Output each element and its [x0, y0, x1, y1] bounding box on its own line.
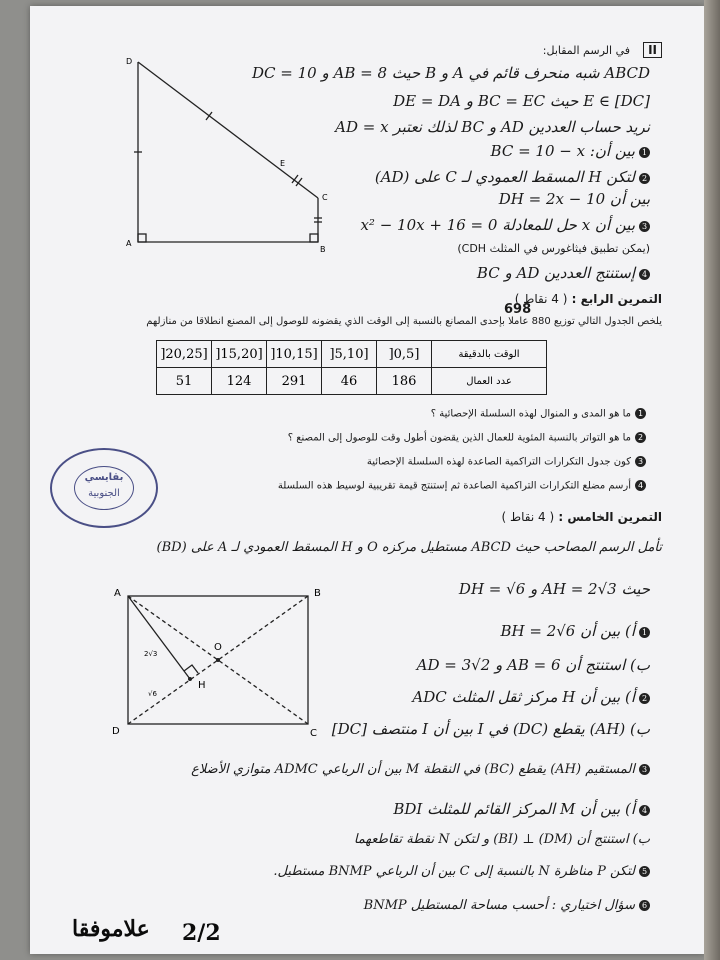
exercise2-q1: 1بين أن: BC = 10 − x	[491, 142, 650, 160]
exercise-number: II	[643, 42, 662, 58]
exercise5-intro: تأمل الرسم المصاحب حيث ABCD مستطيل مركزه O و H المسقط العمودي لـ A على (BD)	[156, 540, 662, 555]
frequency-table	[156, 340, 547, 395]
exercise2-line2: E ∈ [DC] حيث BC = EC و DE = DA	[393, 92, 650, 110]
page-number: 2/2	[182, 920, 221, 946]
point-h-label: H	[198, 680, 206, 691]
stamp-line-2: الجنوبية	[88, 488, 120, 499]
exercise2-q3-hint: (يمكن تطبيق فيثاغورس في المثلث CDH)	[457, 242, 650, 255]
exercise5-q1a: 1أ) بين أن BH = 2√6	[501, 622, 651, 640]
table-cell: [20,25[	[157, 341, 212, 368]
exercise2-q3: 3بين أن x حل للمعادلة x² − 10x + 16 = 0	[360, 216, 650, 234]
rectangle-figure	[108, 584, 330, 740]
table-cell: [0,5[	[377, 341, 432, 368]
exercise2-line1: ABCD شبه منحرف قائم في A و B حيث AB = 8 و DC = 10	[252, 64, 650, 82]
table-cell: [15,20[	[212, 341, 267, 368]
point-c-label: C	[310, 728, 317, 739]
point-e-label: E	[280, 159, 286, 168]
point-d-label: D	[126, 57, 133, 66]
tick-de	[206, 112, 212, 120]
exercise4-intro: يلخص الجدول التالي توزيع 880 عاملا بإحدى المصانع بالنسبة إلى الوقت الذي يقضونه للوصول إلى المصنع انطلاقا من منازلهم	[146, 316, 662, 327]
stamp-line-1: بقايسي	[84, 472, 124, 483]
table-cell: [5,10[	[322, 341, 377, 368]
exercise5-q4a: 4أ) بين أن M المركز القائم للمثلث BDI	[393, 800, 650, 818]
point-o-label: O	[214, 642, 222, 653]
point-b-label: B	[314, 588, 321, 599]
exercise4-q1: 1ما هو المدى و المنوال لهذه السلسلة الإحصائية ؟	[431, 408, 646, 420]
exercise2-q2b: بين أن DH = 2x − 10	[498, 190, 650, 208]
exercise2-q2a: 2لتكن H المسقط العمودي لـ C على (AD)	[375, 168, 650, 186]
exercise5-q2b: ب) (AH) يقطع (DC) في I بين أن I منتصف [DC]	[331, 720, 650, 738]
right-angle-b	[310, 234, 318, 242]
exercise4-q3: 3كون جدول التكرارات التراكمية الصاعدة لهذه السلسلة الإحصائية	[367, 456, 646, 468]
point-h	[188, 677, 192, 681]
exercise4-correction: 698	[504, 302, 532, 317]
exercise5-q4b: ب) استنتج أن (DM) ⊥ (BI) و لتكن N نقطة تقاطعهما	[353, 832, 650, 847]
right-angle-a	[138, 234, 146, 242]
table-row	[157, 368, 547, 395]
table-cell: 186	[377, 368, 432, 395]
exercise5-q5: 5لتكن P مناظرة N بالنسبة إلى C بين أن الرباعي BNMP مستطيل.	[273, 864, 650, 879]
length-ah-label: 2√3	[144, 650, 158, 658]
exercise4-q2: 2ما هو التواتر بالنسبة المئوية للعمال الذين يقضون أطول وقت للوصول إلى المصنع ؟	[288, 432, 646, 444]
exercise2-intro: في الرسم المقابل:	[542, 44, 630, 57]
handwritten-note: علاموفقا	[72, 916, 150, 942]
right-angle-h	[184, 665, 198, 673]
exercise4-q4: 4أرسم مضلع التكرارات التراكمية الصاعدة ثم إستنتج قيمة تقريبية لوسيط هذه السلسلة	[278, 480, 646, 492]
trapezoid-figure	[120, 52, 340, 262]
exercise5-q3: 3المستقيم (AH) يقطع (BC) في النقطة M بين أن الرباعي ADMC متوازي الأضلاع	[191, 762, 650, 777]
table-cell: 46	[322, 368, 377, 395]
point-o	[216, 658, 220, 662]
table-cell: 291	[267, 368, 322, 395]
table-cell: [10,15[	[267, 341, 322, 368]
exercise5-title: التمرين الخامس : ( 4 نقاط )	[501, 510, 662, 524]
exercise5-given: حيث AH = 2√3 و DH = √6	[458, 580, 650, 598]
point-b-label: B	[320, 245, 326, 254]
segment-ah	[128, 596, 190, 679]
exercise4-title: التمرين الرابع : ( 4 نقاط )	[514, 292, 662, 306]
table-cell: 124	[212, 368, 267, 395]
school-stamp	[50, 448, 158, 528]
table-cell: 51	[157, 368, 212, 395]
exercise5-q1b: ب) استنتج أن AB = 6 و AD = 3√2	[416, 656, 650, 674]
length-dh-label: √6	[148, 690, 157, 698]
point-d-label: D	[112, 726, 120, 737]
point-c-label: C	[322, 193, 328, 202]
table-header-count: عدد العمال	[432, 368, 547, 395]
table-header-time: الوقت بالدقيقة	[432, 341, 547, 368]
exercise5-q6: 6سؤال اختياري : أحسب مساحة المستطيل BNMP	[364, 898, 650, 913]
point-a-label: A	[114, 588, 121, 599]
exercise2-q4: 4إستنتج العددين AD و BC	[477, 264, 650, 282]
exercise5-q2a: 2أ) بين أن H مركز ثقل المثلث ADC	[412, 688, 650, 706]
table-row	[157, 341, 547, 368]
exercise2-line3: نريد حساب العددين AD و BC لذلك نعتبر AD = x	[335, 118, 650, 136]
point-a-label: A	[126, 239, 132, 248]
paper-edge	[704, 0, 720, 960]
segment-dc	[138, 62, 318, 198]
